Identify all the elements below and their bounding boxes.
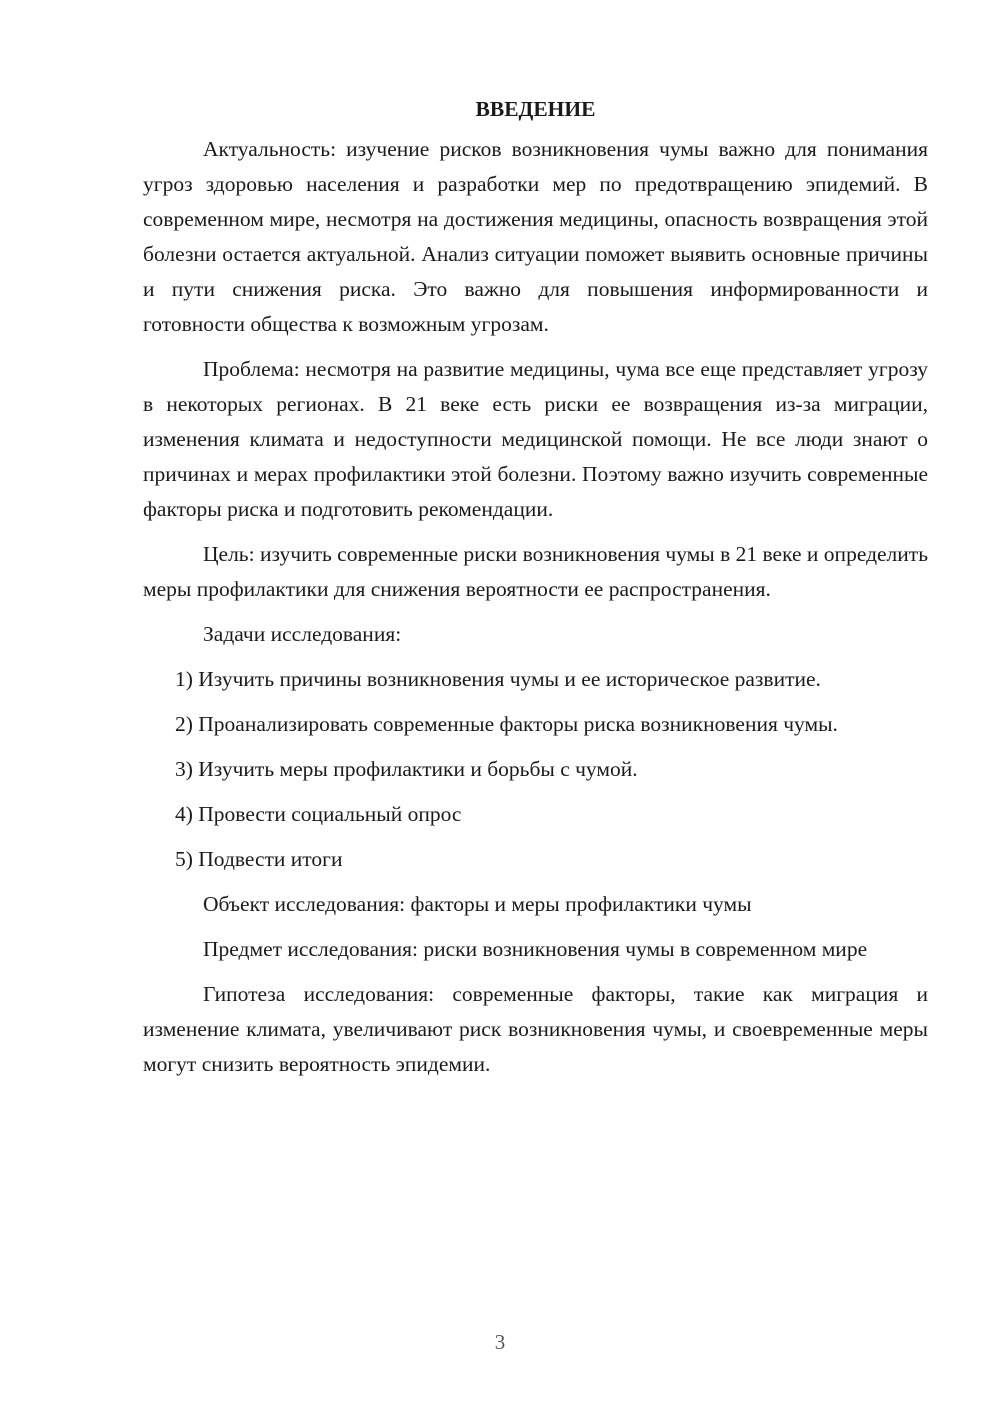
task-item-4: 4) Провести социальный опрос <box>175 802 462 826</box>
paragraph-problem: Проблема: несмотря на развитие медицины, чума все еще представляет угрозу в некоторых регионах. В 21 веке есть риски ее возвращения из-за миграции, изменения климата и недоступности медицинской помощи. Не все люди знают о причинах и мерах профилактики этой болезни. Поэтому важно изучить современные факторы риска и подготовить рекомендации. <box>143 357 928 521</box>
paragraph-subject: Предмет исследования: риски возникновения чумы в современном мире <box>203 937 868 961</box>
paragraph-hypothesis: Гипотеза исследования: современные факторы, такие как миграция и изменение климата, увеличивают риск возникновения чумы, и своевременные меры могут снизить вероятность эпидемии. <box>143 982 928 1076</box>
section-title: ВВЕДЕНИЕ <box>475 97 596 121</box>
task-item-2: 2) Проанализировать современные факторы риска возникновения чумы. <box>175 712 838 736</box>
paragraph-object: Объект исследования: факторы и меры профилактики чумы <box>203 892 752 916</box>
task-item-5: 5) Подвести итоги <box>175 847 343 871</box>
document-page <box>143 92 928 1092</box>
paragraph-tasks-heading: Задачи исследования: <box>203 622 402 646</box>
paragraph-goal: Цель: изучить современные риски возникновения чумы в 21 веке и определить меры профилактики для снижения вероятности ее распространения. <box>143 542 928 601</box>
page-number: 3 <box>494 1330 506 1354</box>
task-item-3: 3) Изучить меры профилактики и борьбы с чумой. <box>175 757 638 781</box>
paragraph-relevance: Актуальность: изучение рисков возникновения чумы важно для понимания угроз здоровью населения и разработки мер по предотвращению эпидемий. В современном мире, несмотря на достижения медицины, опасность возвращения этой болезни остается актуальной. Анализ ситуации поможет выявить основные причины и пути снижения риска. Это важно для повышения информированности и готовности общества к возможным угрозам. <box>143 137 928 336</box>
task-item-1: 1) Изучить причины возникновения чумы и ее историческое развитие. <box>175 667 821 691</box>
